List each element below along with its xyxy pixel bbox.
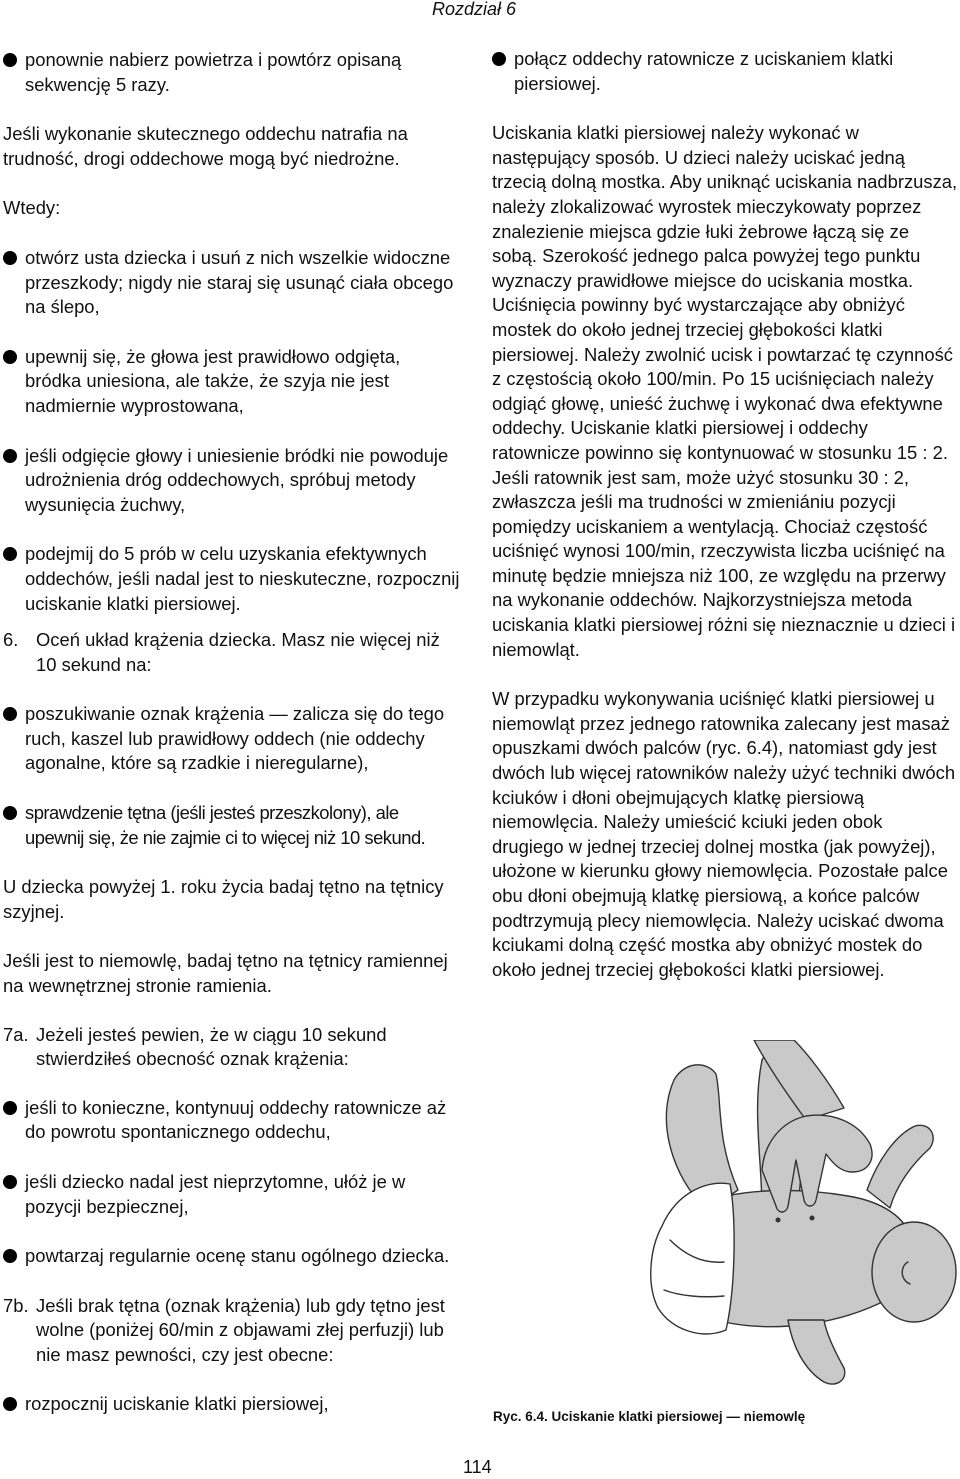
paragraph: W przypadku wykonywania uciśnięć klatki piersiowej u niemowląt przez jednego ratownika zalecany jest masaż opuszkami dwóch palców (ryc. 6.4), natomiast gdy jest dwóch lub więcej ratowników należy użyć techniki dwóch kciuków i dłoni obejmujących klatkę piersiową niemowlęcia. Należy umieścić kciuki jeden obok drugiego w jednej trzeciej dolnej mostka (jak powyżej), ułożone w kierunku głowy niemowlęcia. Pozostałe palce obu dłoni obejmują klatkę piersiową, a końce palców podtrzymują plecy niemowlęcia. Należy uciskać dwoma kciukami dolną część mostka aby obniżyć mostek do około jednej trzeciej głębokości klatki piersiowej. (492, 688, 956, 980)
list-item (3, 345, 461, 419)
list-item (3, 1170, 461, 1219)
figure-caption: Ryc. 6.4. Uciskanie klatki piersiowej — niemowlę (493, 1409, 806, 1424)
list-item-text: rozpocznij uciskanie klatki piersiowej, (25, 1392, 329, 1414)
list-item (3, 542, 461, 616)
bullet-dot-icon (3, 806, 17, 820)
numbered-step (3, 1023, 461, 1072)
list-item-text: sprawdzenie tętna (jeśli jesteś przeszkolony), ale upewnij się, że nie zajmie ci to więcej niż 10 sekund. (25, 802, 426, 848)
bullet-dot-icon (492, 52, 506, 66)
list-item-text: poszukiwanie oznak krążenia — zalicza się do tego ruch, kaszel lub prawidłowy oddech (nie oddechy agonalne, które są rzadkie i nieregularne), (25, 703, 445, 774)
step-text: Jeżeli jesteś pewien, że w ciągu 10 sekund stwierdziłeś obecność oznak krążenia: (36, 1023, 387, 1070)
list-item-text: ponownie nabierz powietrza i powtórz opisaną sekwencję 5 razy. (25, 49, 402, 95)
bullet-dot-icon (3, 547, 17, 561)
bullet-dot-icon (3, 350, 17, 364)
infant-diaper (651, 1183, 734, 1334)
list-item (3, 702, 461, 776)
infant-cpr-illustration (612, 1040, 958, 1398)
step-text: Oceń układ krążenia dziecka. Masz nie więcej niż 10 sekund na: (36, 629, 440, 675)
list-item (3, 246, 461, 320)
list-item-text: połącz oddechy ratownicze z uciskaniem klatki piersiowej. (514, 48, 894, 94)
step-number: 7b. (3, 1294, 29, 1316)
list-item (3, 1392, 461, 1417)
left-column (3, 48, 461, 1441)
paragraph: Jeśli wykonanie skutecznego oddechu natrafia na trudność, drogi oddechowe mogą być niedrożne. (3, 123, 408, 169)
bullet-dot-icon (3, 1397, 17, 1411)
paragraph: Wtedy: (3, 197, 61, 219)
list-item-text: powtarzaj regularnie ocenę stanu ogólnego dziecka. (25, 1245, 450, 1267)
page-number: 114 (463, 1457, 492, 1477)
bullet-dot-icon (3, 1175, 17, 1189)
bullet-dot-icon (3, 1249, 17, 1263)
list-item (3, 1096, 461, 1145)
infant-cpr-drawing (612, 1040, 958, 1398)
bullet-dot-icon (3, 707, 17, 721)
chapter-header: Rozdział 6 (432, 0, 517, 19)
bullet-dot-icon (3, 449, 17, 463)
list-item-text: jeśli odgięcie głowy i uniesienie bródki nie powoduje udrożnienia dróg oddechowych, spróbuj metody wysunięcia żuchwy, (25, 444, 449, 515)
right-column (492, 47, 958, 1007)
infant-arm (788, 1320, 845, 1384)
step-number: 6. (3, 629, 19, 651)
step-number: 7a. (3, 1023, 29, 1045)
list-item (3, 48, 461, 97)
list-item-text: jeśli dziecko nadal jest nieprzytomne, ułóż je w pozycji bezpiecznej, (25, 1171, 406, 1217)
list-item-text: upewnij się, że głowa jest prawidłowo odgięta, bródka uniesiona, ale także, że szyja nie jest nadmiernie wyprostowana, (25, 345, 401, 416)
bullet-dot-icon (3, 53, 17, 67)
numbered-step (3, 628, 461, 677)
paragraph: Uciskania klatki piersiowej należy wykonać w następujący sposób. U dzieci należy uciskać jedną trzecią dolną mostka. Aby uniknąć uciskania nadbrzusza, należy zlokalizować wyrostek mieczykowaty poprzez znalezienie miejsca gdzie łuki żebrowe łączą się ze sobą. Szerokość jednego palca powyżej tego punktu wyznaczy prawidłowe miejsce do uciskania mostka. Uciśnięcia powinny być wystarczające aby obniżyć mostek do około jednej trzeciej głębokości klatki piersiowej. Należy zwolnić ucisk i powtarzać tę czynność z częstością około 100/min. Po 15 uciśnięciach należy odgiąć głowę, unieść żuchwę i wykonać dwa efektywne oddechy. Uciskanie klatki piersiowej i oddechy ratownicze powinno się kontynuować w stosunku 15 : 2. Jeśli ratownik jest sam, może użyć stosunku 30 : 2, zwłaszcza jeśli ma trudności w zmieniániu pozycji pomiędzy uciskaniem a wentylacją. Chociaż częstość uciśnięć wynosi 100/min, rzeczywista liczba uciśnięć na minutę będzie mniejsza niż 100, ze względu na przerwy na wykonanie oddechów. Najkorzystniejsza metoda uciskania klatki piersiowej różni się nieznacznie u dzieci i niemowląt. (492, 122, 958, 660)
infant-head (872, 1222, 956, 1322)
infant-arm (867, 1125, 933, 1208)
paragraph: U dziecka powyżej 1. roku życia badaj tętno na tętnicy szyjnej. (3, 876, 444, 922)
paragraph: Jeśli jest to niemowlę, badaj tętno na tętnicy ramiennej na wewnętrznej stronie ramienia. (3, 950, 448, 997)
bullet-dot-icon (3, 1101, 17, 1115)
list-item-text: jeśli to konieczne, kontynuuj oddechy ratownicze aż do powrotu spontanicznego oddechu, (25, 1096, 447, 1143)
step-text: Jeśli brak tętna (oznak krążenia) lub gdy tętno jest wolne (poniżej 60/min z objawami złej perfuzji) lub nie masz pewności, czy jest obecne: (36, 1294, 445, 1365)
numbered-step (3, 1294, 461, 1368)
list-item (3, 1244, 461, 1269)
list-item (492, 47, 958, 96)
list-item-text: podejmij do 5 prób w celu uzyskania efektywnych oddechów, jeśli nadal jest to nieskuteczne, rozpocznij uciskanie klatki piersiowej. (25, 543, 460, 614)
list-item-text: otwórz usta dziecka i usuń z nich wszelkie widoczne przeszkody; nigdy nie staraj się usunąć ciała obcego na ślepo, (25, 246, 454, 318)
list-item (3, 444, 461, 518)
bullet-dot-icon (3, 251, 17, 265)
list-item (3, 801, 461, 850)
